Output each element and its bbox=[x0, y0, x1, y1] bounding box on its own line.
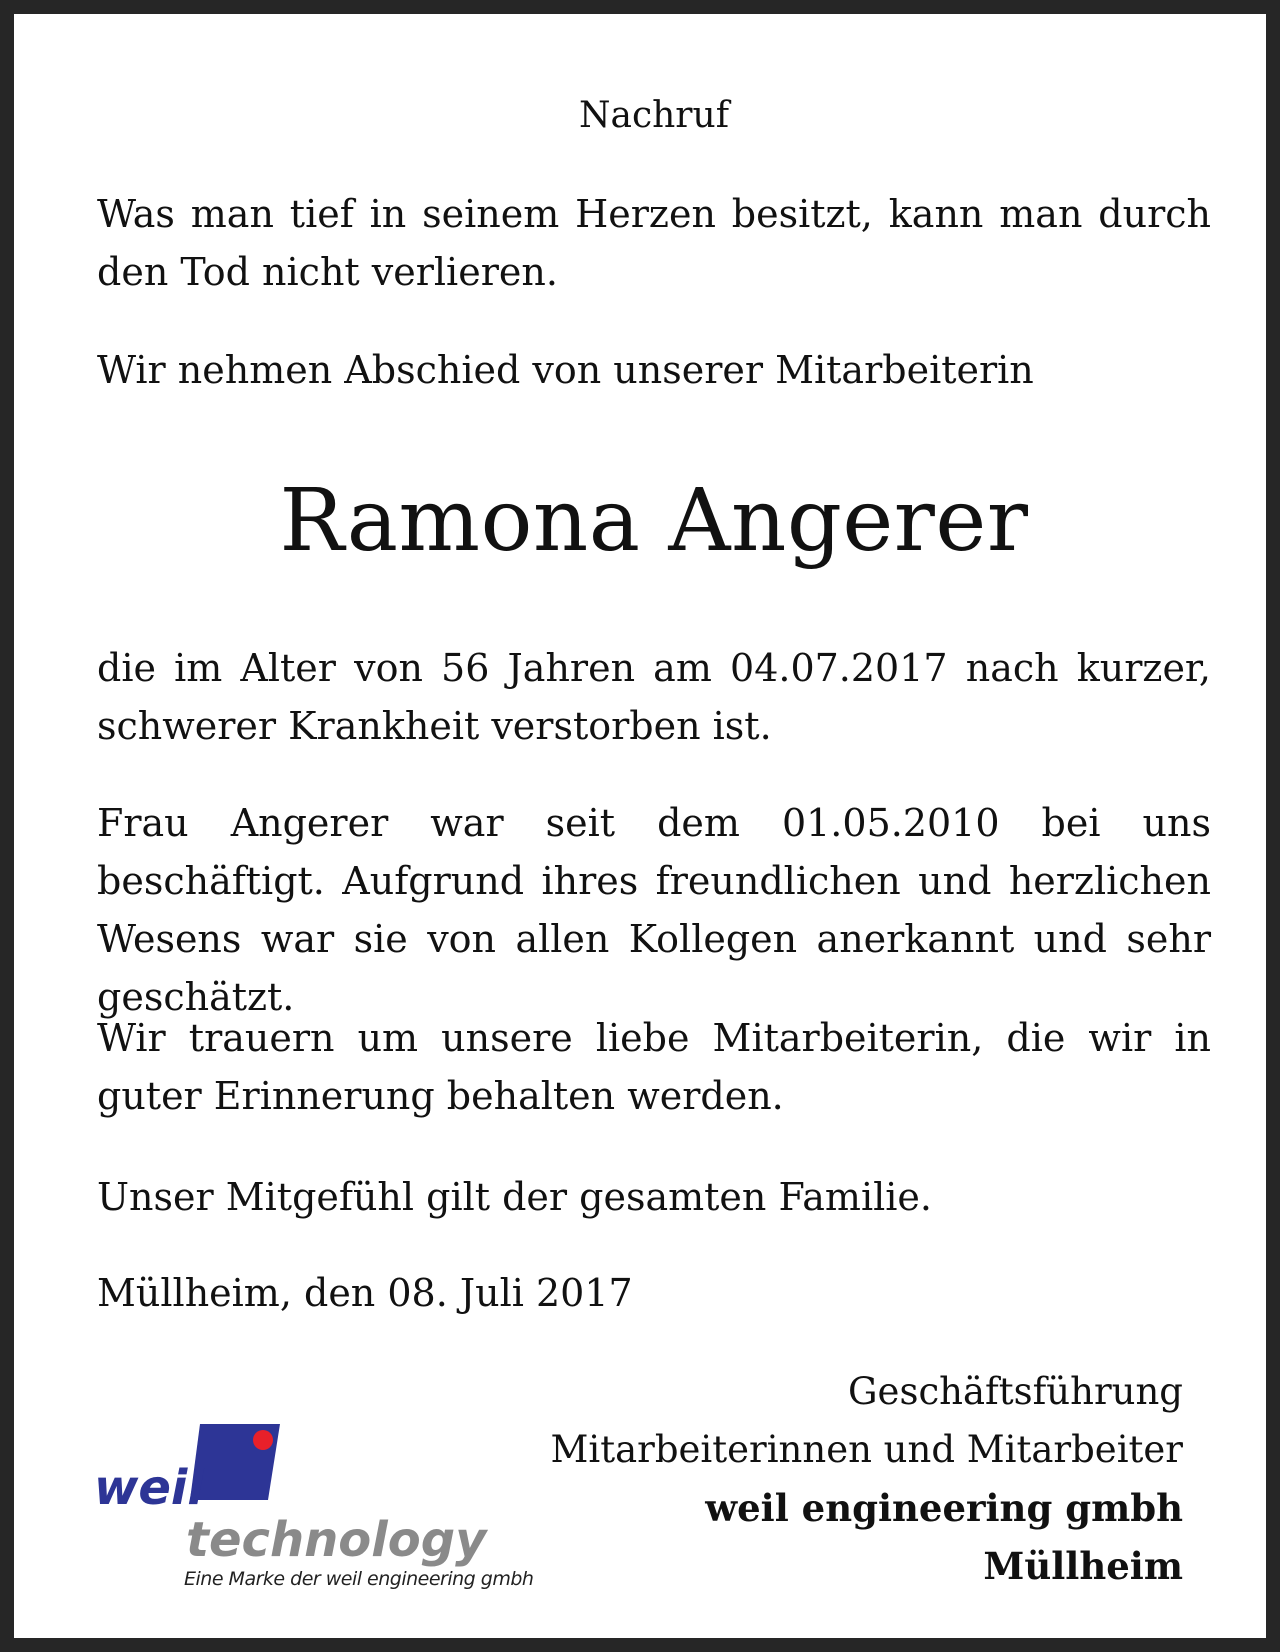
deceased-name: Ramona Angerer bbox=[279, 471, 1029, 571]
tribute-text: Frau Angerer war seit dem 01.05.2010 bei uns beschäftigt. Aufgrund ihres freundlichen und herzlichen Wesens war sie von allen Kollegen anerkannt und sehr geschätzt. bbox=[97, 801, 1211, 1019]
signature-block bbox=[551, 1363, 1184, 1595]
logo-product: technology bbox=[186, 1512, 487, 1568]
tribute-paragraph bbox=[97, 794, 1211, 1026]
signature-line-staff: Mitarbeiterinnen und Mitarbeiter bbox=[550, 1428, 1183, 1471]
signature-city: Müllheim bbox=[983, 1544, 1183, 1588]
details-paragraph bbox=[97, 639, 1211, 755]
condolence-text: Unser Mitgefühl gilt der gesamten Familie. bbox=[97, 1175, 932, 1219]
logo-tagline: Eine Marke der weil engineering gmbh bbox=[184, 1568, 534, 1590]
condolence-paragraph bbox=[97, 1168, 1211, 1226]
quote-paragraph bbox=[97, 185, 1211, 301]
intro-text: Wir nehmen Abschied von unserer Mitarbeiterin bbox=[97, 348, 1034, 392]
signature-company: weil engineering gmbh bbox=[705, 1486, 1183, 1530]
company-logo bbox=[94, 1424, 564, 1594]
mourning-paragraph bbox=[97, 1009, 1211, 1125]
mourning-text: Wir trauern um unsere liebe Mitarbeiterin, die wir in guter Erinnerung behalten werden. bbox=[97, 1016, 1211, 1118]
details-text: die im Alter von 56 Jahren am 04.07.2017 nach kurzer, schwerer Krankheit verstorben ist. bbox=[97, 646, 1211, 748]
notice-heading: Nachruf bbox=[578, 95, 730, 136]
place-date-text: Müllheim, den 08. Juli 2017 bbox=[97, 1271, 633, 1315]
quote-text: Was man tief in seinem Herzen besitzt, kann man durch den Tod nicht verlieren. bbox=[97, 192, 1211, 294]
intro-paragraph bbox=[97, 341, 1211, 399]
signature-line-management: Geschäftsführung bbox=[848, 1370, 1183, 1413]
place-date-paragraph bbox=[97, 1264, 1211, 1322]
logo-brand: weil bbox=[94, 1460, 204, 1516]
